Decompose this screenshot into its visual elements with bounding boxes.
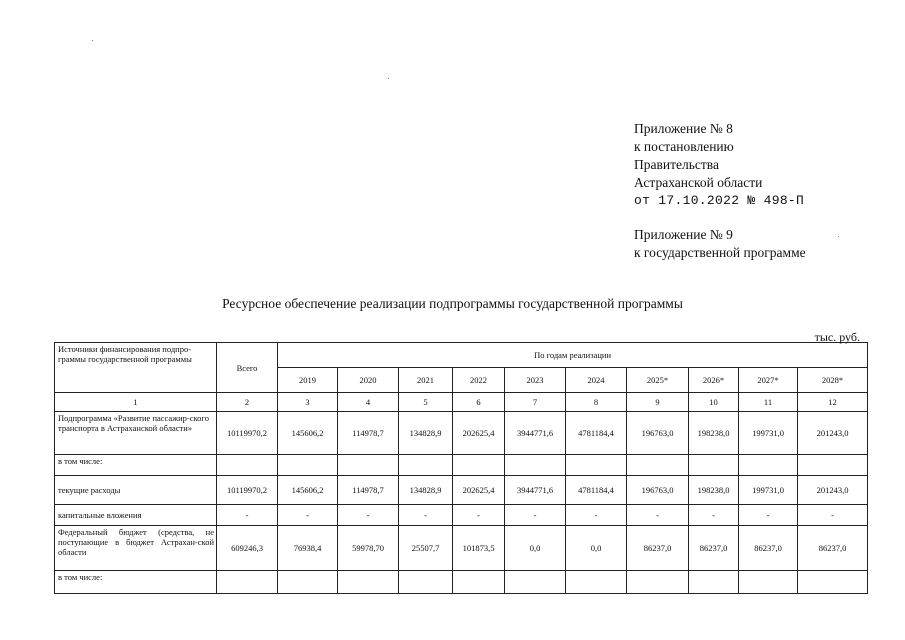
row-value: [338, 455, 399, 476]
row-value: 59978,70: [338, 526, 399, 571]
appendix-8-number: Приложение № 8: [634, 121, 733, 136]
appendix-9-number: Приложение № 9: [634, 227, 733, 242]
resource-table: [54, 342, 868, 594]
row-value: [399, 571, 453, 594]
row-value: [739, 571, 798, 594]
row-total: [217, 455, 278, 476]
column-number: 5: [399, 393, 453, 412]
header-source: Источники финансирования подпро-граммы государственной программы: [55, 343, 217, 393]
header-year: 2028*: [798, 368, 868, 393]
header-year: 2025*: [627, 368, 689, 393]
row-value: 199731,0: [739, 412, 798, 455]
scan-speck: [92, 40, 93, 41]
column-number: 7: [505, 393, 566, 412]
appendix-8-government: Правительства: [634, 157, 719, 172]
column-number: 4: [338, 393, 399, 412]
column-number: 2: [217, 393, 278, 412]
row-value: -: [739, 505, 798, 526]
row-value: -: [689, 505, 739, 526]
header-year: 2027*: [739, 368, 798, 393]
appendix-8-block: [634, 120, 804, 210]
row-value: 25507,7: [399, 526, 453, 571]
row-value: 198238,0: [689, 412, 739, 455]
header-year: 2021: [399, 368, 453, 393]
row-value: [278, 455, 338, 476]
appendix-8-decree-date: от 17.10.2022 № 498-П: [634, 193, 805, 208]
units-label: тыс. руб.: [814, 330, 860, 344]
column-number: 1: [55, 393, 217, 412]
row-value: 86237,0: [689, 526, 739, 571]
column-number: 10: [689, 393, 739, 412]
appendix-8-region: Астраханской области: [634, 175, 763, 190]
row-value: -: [338, 505, 399, 526]
row-value: 199731,0: [739, 476, 798, 505]
row-value: [278, 571, 338, 594]
row-value: [453, 455, 505, 476]
row-value: 86237,0: [798, 526, 868, 571]
row-value: [566, 571, 627, 594]
column-number: 8: [566, 393, 627, 412]
scan-speck: [838, 236, 839, 237]
row-value: 201243,0: [798, 412, 868, 455]
row-value: [566, 455, 627, 476]
row-label: Подпрограмма «Развитие пассажир-ского транспорта в Астраханской области»: [55, 412, 217, 455]
row-total: 10119970,2: [217, 476, 278, 505]
row-total: [217, 571, 278, 594]
column-number: 6: [453, 393, 505, 412]
row-value: 114978,7: [338, 476, 399, 505]
header-year: 2023: [505, 368, 566, 393]
column-number: 12: [798, 393, 868, 412]
header-by-years: По годам реализации: [278, 343, 868, 368]
row-value: 196763,0: [627, 476, 689, 505]
row-value: -: [399, 505, 453, 526]
row-value: -: [798, 505, 868, 526]
table-row-including: [55, 455, 868, 476]
row-value: [798, 571, 868, 594]
column-number: 3: [278, 393, 338, 412]
row-value: 0,0: [566, 526, 627, 571]
row-value: 198238,0: [689, 476, 739, 505]
header-total: Всего: [217, 343, 278, 393]
row-value: [338, 571, 399, 594]
row-value: 196763,0: [627, 412, 689, 455]
header-year: 2022: [453, 368, 505, 393]
row-value: [505, 455, 566, 476]
table-row-current-expenses: [55, 476, 868, 505]
row-value: -: [453, 505, 505, 526]
row-total: -: [217, 505, 278, 526]
row-value: [689, 455, 739, 476]
row-value: -: [627, 505, 689, 526]
row-value: [453, 571, 505, 594]
row-value: [627, 455, 689, 476]
row-value: 4781184,4: [566, 412, 627, 455]
appendix-8-to-decree: к постановлению: [634, 139, 734, 154]
row-value: 145606,2: [278, 412, 338, 455]
row-value: 145606,2: [278, 476, 338, 505]
table-row-subprogram: [55, 412, 868, 455]
row-value: [739, 455, 798, 476]
row-value: 3944771,6: [505, 412, 566, 455]
row-value: 134828,9: [399, 412, 453, 455]
row-value: [798, 455, 868, 476]
table-row-capital-investments: [55, 505, 868, 526]
row-label: в том числе:: [55, 455, 217, 476]
appendix-9-block: [634, 226, 806, 262]
row-value: 76938,4: [278, 526, 338, 571]
header-year: 2024: [566, 368, 627, 393]
row-value: 4781184,4: [566, 476, 627, 505]
row-label: текущие расходы: [55, 476, 217, 505]
row-label: капитальные вложения: [55, 505, 217, 526]
row-value: 201243,0: [798, 476, 868, 505]
header-year: 2026*: [689, 368, 739, 393]
table-row-federal-budget: [55, 526, 868, 571]
row-value: [627, 571, 689, 594]
row-value: 202625,4: [453, 476, 505, 505]
row-value: [399, 455, 453, 476]
row-value: -: [566, 505, 627, 526]
row-value: 101873,5: [453, 526, 505, 571]
column-numbers-row: [55, 393, 868, 412]
row-value: 114978,7: [338, 412, 399, 455]
document-title: Ресурсное обеспечение реализации подпрограммы государственной программы: [222, 296, 683, 311]
row-value: 134828,9: [399, 476, 453, 505]
column-number: 9: [627, 393, 689, 412]
row-label: Федеральный бюджет (средства, не поступающие в бюджет Астрахан-ской области: [55, 526, 217, 571]
scan-speck: [388, 78, 389, 79]
row-value: -: [278, 505, 338, 526]
row-value: 202625,4: [453, 412, 505, 455]
row-value: 86237,0: [627, 526, 689, 571]
appendix-9-to-program: к государственной программе: [634, 245, 806, 260]
row-value: 3944771,6: [505, 476, 566, 505]
header-year: 2019: [278, 368, 338, 393]
table-header-row: [55, 343, 868, 368]
row-value: [505, 571, 566, 594]
row-value: -: [505, 505, 566, 526]
row-label: в том числе:: [55, 571, 217, 594]
row-value: 86237,0: [739, 526, 798, 571]
row-total: 609246,3: [217, 526, 278, 571]
row-value: [689, 571, 739, 594]
row-total: 10119970,2: [217, 412, 278, 455]
row-value: 0,0: [505, 526, 566, 571]
column-number: 11: [739, 393, 798, 412]
header-year: 2020: [338, 368, 399, 393]
table-row-including: [55, 571, 868, 594]
